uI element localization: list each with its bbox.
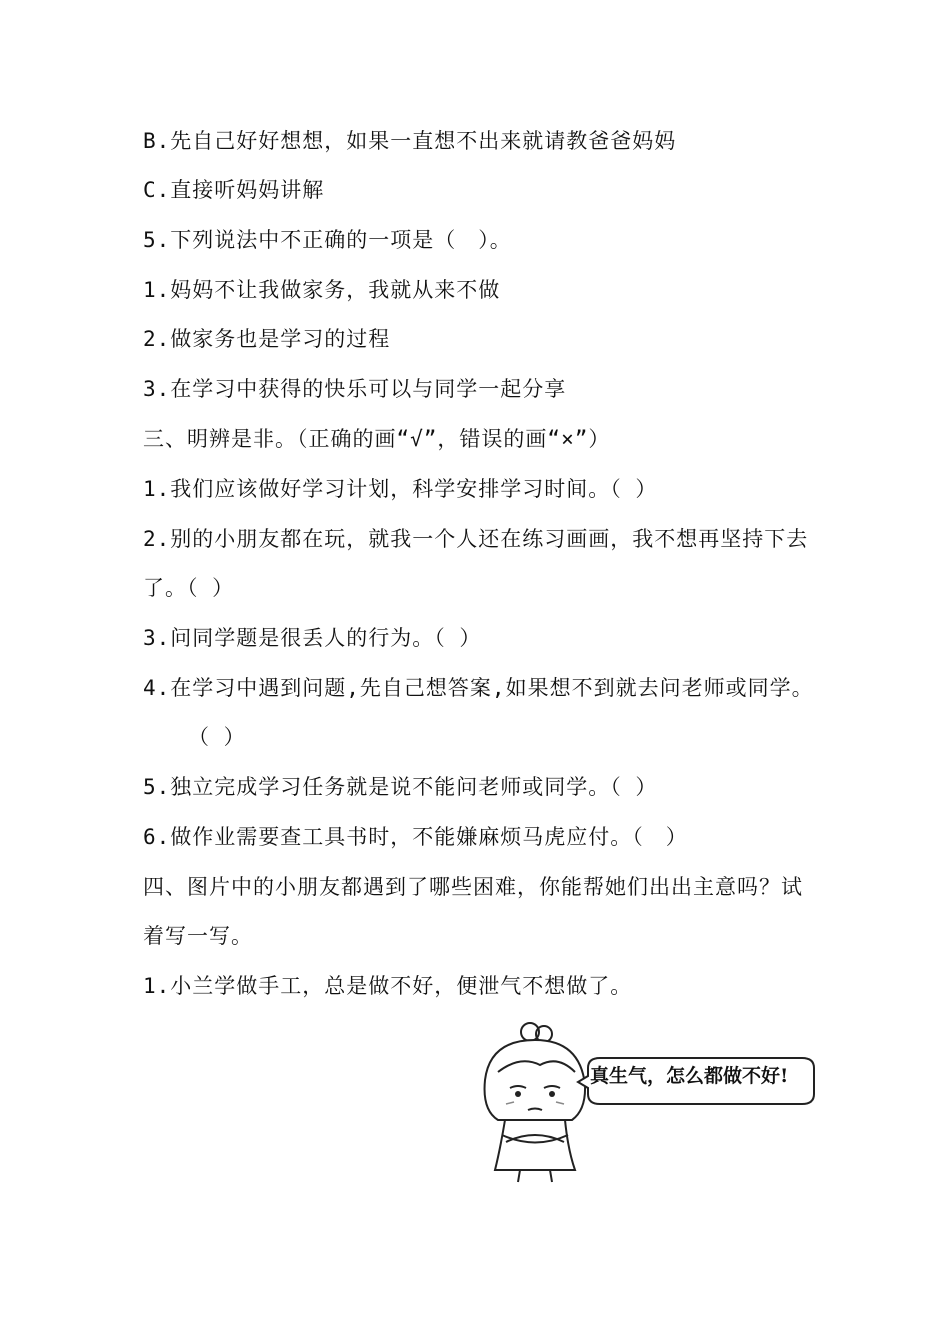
judge-item-3: 3.问同学题是很丢人的行为。（ ） (143, 626, 482, 650)
statement-1: 1.妈妈不让我做家务，我就从来不做 (143, 278, 501, 302)
judge-item-1: 1.我们应该做好学习计划，科学安排学习时间。（ ） (143, 477, 658, 501)
speech-bubble-text: 真生气，怎么都做不好! (590, 1065, 789, 1087)
scenario-1: 1.小兰学做手工，总是做不好，便泄气不想做了。 (143, 974, 633, 998)
option-c: C.直接听妈妈讲解 (143, 178, 325, 202)
statement-2: 2.做家务也是学习的过程 (143, 327, 391, 351)
judge-item-4-answer: （ ） (188, 725, 246, 749)
option-b: B.先自己好好想想，如果一直想不出来就请教爸爸妈妈 (143, 129, 677, 153)
statement-3: 3.在学习中获得的快乐可以与同学一起分享 (143, 377, 567, 401)
judge-item-5: 5.独立完成学习任务就是说不能问老师或同学。（ ） (143, 775, 658, 799)
judge-item-4: 4.在学习中遇到问题,先自己想答案,如果想不到就去问老师或同学。 (143, 676, 814, 700)
section-4-heading-cont: 着写一写。 (143, 924, 253, 948)
judge-item-2: 2.别的小朋友都在玩，就我一个人还在练习画画，我不想再坚持下去 (143, 527, 809, 551)
angry-girl-illustration (440, 1010, 820, 1185)
question-5: 5.下列说法中不正确的一项是（ ）。 (143, 228, 512, 252)
judge-item-2-cont: 了。（ ） (143, 576, 235, 600)
section-3-heading: 三、明辨是非。（正确的画“√”，错误的画“×”） (143, 427, 611, 451)
section-4-heading: 四、图片中的小朋友都遇到了哪些困难，你能帮她们出出主意吗？试 (143, 875, 803, 899)
judge-item-6: 6.做作业需要查工具书时，不能嫌麻烦马虎应付。（ ） (143, 825, 688, 849)
